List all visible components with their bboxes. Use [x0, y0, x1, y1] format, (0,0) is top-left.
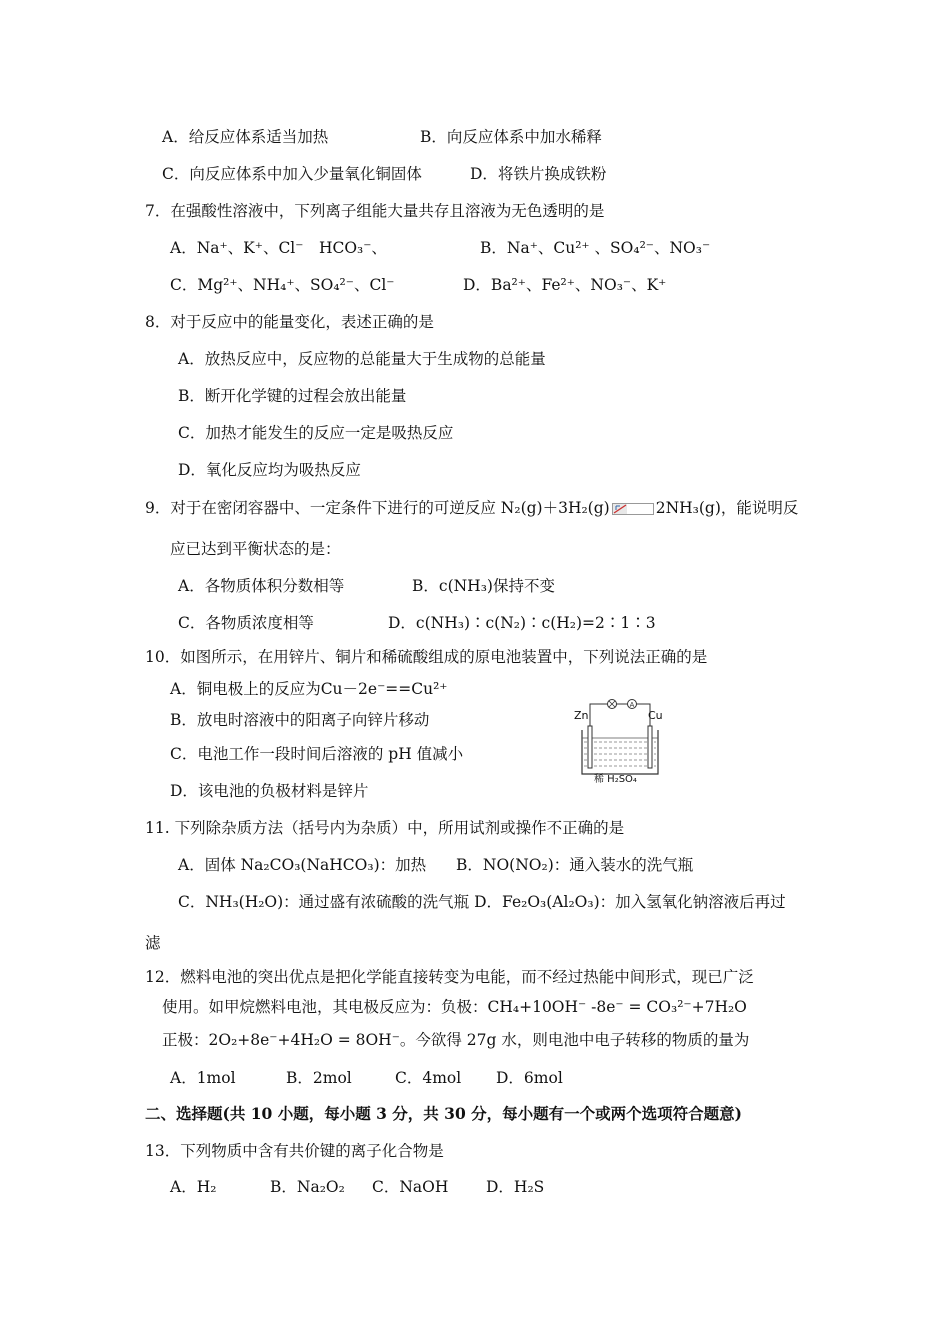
q12-option-a: A．1mol [170, 1069, 236, 1087]
svg-text:A: A [629, 702, 635, 709]
q10-option-d: D．该电池的负极材料是锌片 [170, 782, 369, 800]
q8-option-c: C．加热才能发生的反应一定是吸热反应 [178, 424, 454, 442]
q8-option-a: A．放热反应中，反应物的总能量大于生成物的总能量 [178, 350, 546, 368]
q10-option-a: A．铜电极上的反应为Cu－2e⁻==Cu²⁺ [170, 680, 448, 698]
q9-option-a: A．各物质体积分数相等 [178, 577, 345, 595]
q13-option-a: A．H₂ [170, 1178, 217, 1196]
q8-stem: 8．对于反应中的能量变化，表述正确的是 [145, 313, 434, 331]
q10-option-b: B．放电时溶液中的阳离子向锌片移动 [170, 711, 430, 729]
reversible-arrow-icon [612, 503, 654, 515]
cu-label: Cu [648, 709, 663, 722]
q12-option-d: D．6mol [496, 1069, 563, 1087]
q12-option-c: C．4mol [395, 1069, 462, 1087]
q12-stem-line3: 正极：2O₂+8e⁻+4H₂O = 8OH⁻。今欲得 27g 水，则电池中电子转移的物质的量为 [162, 1031, 750, 1049]
q8-option-d: D．氧化反应均为吸热反应 [178, 461, 361, 479]
q8-option-b: B．断开化学键的过程会放出能量 [178, 387, 407, 405]
q6-option-c: C．向反应体系中加入少量氧化铜固体 [162, 165, 422, 183]
section-2-title: 二、选择题(共 10 小题，每小题 3 分，共 30 分，每小题有一个或两个选项符合题意) [145, 1104, 742, 1123]
q7-stem: 7．在强酸性溶液中，下列离子组能大量共存且溶液为无色透明的是 [145, 202, 605, 220]
zinc-electrode [588, 726, 592, 768]
q9-stem: 9．对于在密闭容器中、一定条件下进行的可逆反应 N₂(g)＋3H₂(g) 2NH₃(g)，能说明反 [145, 499, 799, 517]
solution-label: 稀 H₂SO₄ [594, 774, 637, 785]
q6-option-a: A．给反应体系适当加热 [162, 128, 329, 146]
q13-option-b: B．Na₂O₂ [270, 1178, 345, 1196]
q9-option-d: D．c(NH₃)∶c(N₂)∶c(H₂)=2∶1∶3 [388, 614, 656, 632]
q13-option-c: C．NaOH [372, 1178, 449, 1196]
q11-option-a: A．固体 Na₂CO₃(NaHCO₃)：加热 [178, 856, 427, 874]
q7-option-a: A．Na⁺、K⁺、Cl⁻ HCO₃⁻、 [170, 239, 387, 257]
q7-option-c: C．Mg²⁺、NH₄⁺、SO₄²⁻、Cl⁻ [170, 276, 395, 294]
q9-option-b: B．c(NH₃)保持不变 [412, 577, 555, 595]
q7-option-b: B．Na⁺、Cu²⁺ 、SO₄²⁻、NO₃⁻ [480, 239, 711, 257]
q11-option-cd: C．NH₃(H₂O)：通过盛有浓硫酸的洗气瓶 D．Fe₂O₃(Al₂O₃)：加入氢氧化钠溶液后再过 [178, 893, 786, 911]
q11-option-d-cont: 滤 [145, 934, 161, 952]
q6-option-d: D．将铁片换成铁粉 [470, 165, 607, 183]
q7-option-d: D．Ba²⁺、Fe²⁺、NO₃⁻、K⁺ [463, 276, 667, 294]
q12-option-b: B．2mol [286, 1069, 352, 1087]
q13-stem: 13．下列物质中含有共价键的离子化合物是 [145, 1142, 444, 1160]
q9-stem-cont: 应已达到平衡状态的是： [170, 540, 341, 558]
zn-label: Zn [574, 709, 589, 722]
q6-option-b: B．向反应体系中加水稀释 [420, 128, 602, 146]
q11-option-b: B．NO(NO₂)：通入装水的洗气瓶 [456, 856, 694, 874]
q12-stem-line1: 12．燃料电池的突出优点是把化学能直接转变为电能，而不经过热能中间形式，现已广泛 [145, 968, 754, 986]
q13-option-d: D．H₂S [486, 1178, 545, 1196]
galvanic-cell-figure [572, 692, 667, 790]
q10-stem: 10．如图所示，在用锌片、铜片和稀硫酸组成的原电池装置中，下列说法正确的是 [145, 648, 708, 666]
q10-option-c: C．电池工作一段时间后溶液的 pH 值减小 [170, 745, 464, 763]
q11-stem: 11. 下列除杂质方法（括号内为杂质）中，所用试剂或操作不正确的是 [145, 819, 625, 837]
copper-electrode [648, 726, 652, 768]
q12-stem-line2: 使用。如甲烷燃料电池，其电极反应为：负极：CH₄+10OH⁻ -8e⁻ = CO₃²⁻+7H₂O [162, 998, 747, 1016]
q9-option-c: C．各物质浓度相等 [178, 614, 314, 632]
